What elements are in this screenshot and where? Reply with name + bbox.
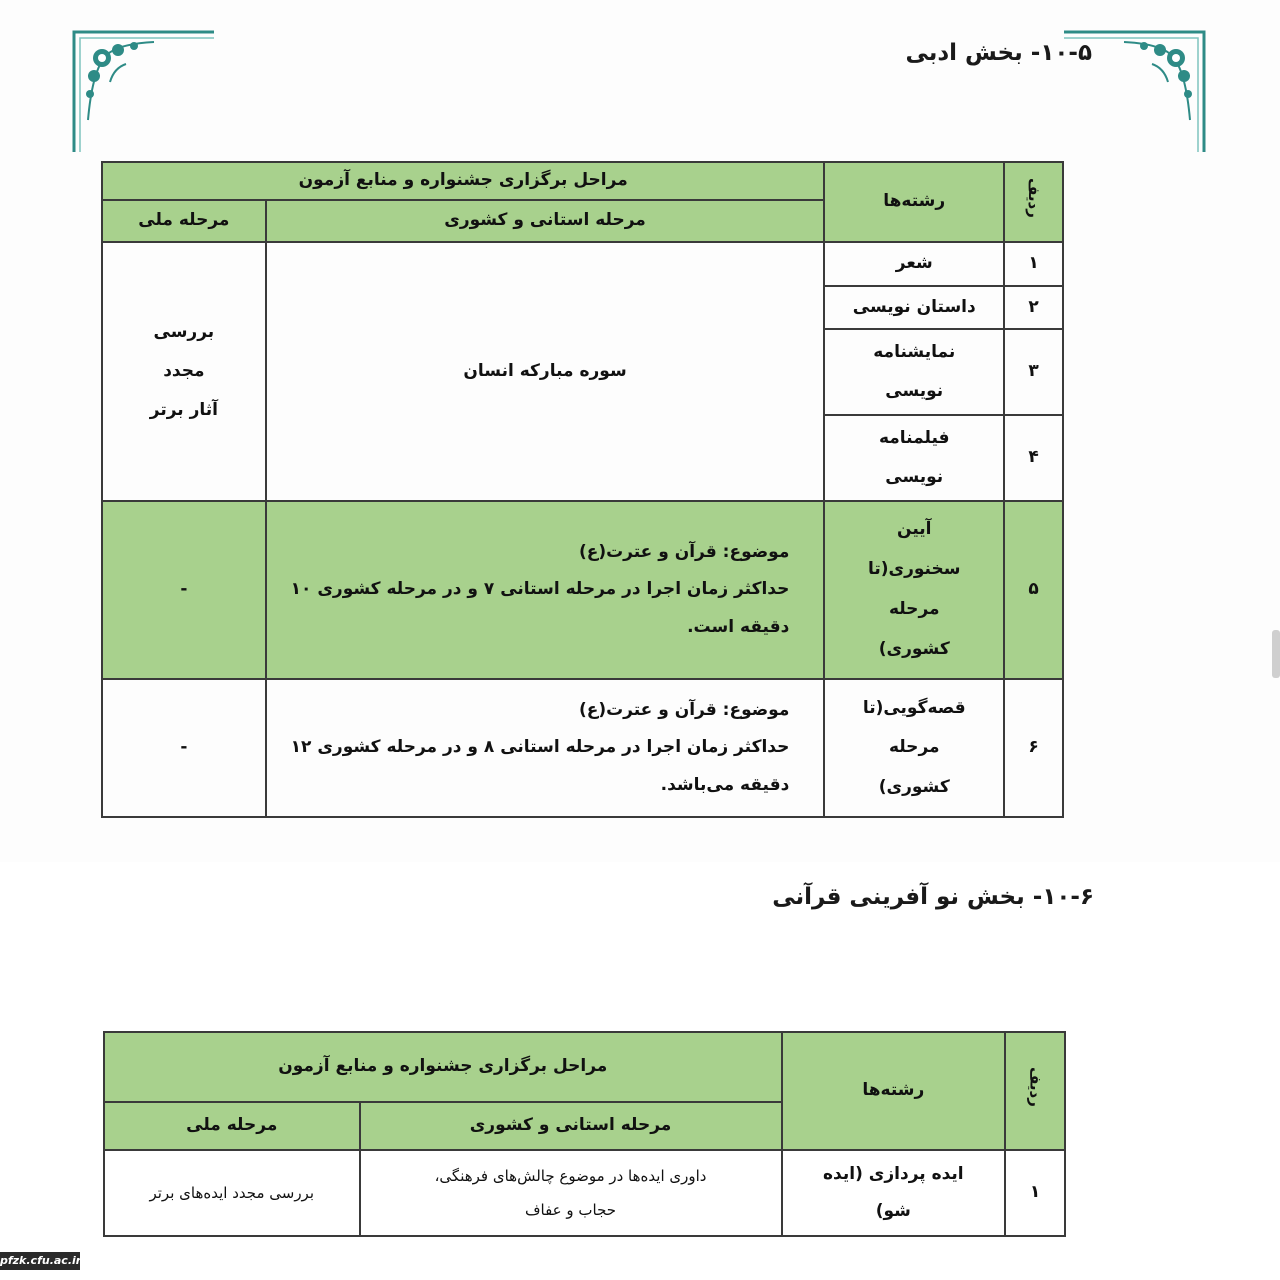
scrollbar-thumb[interactable] <box>1272 630 1280 678</box>
header-row-number: ردیف <box>1005 1032 1065 1150</box>
literary-table <box>101 161 1064 818</box>
national-shared: بررسی مجدد آثار برتر <box>102 242 266 501</box>
row-number: ۳ <box>1004 329 1063 415</box>
field-name: شعر <box>824 242 1004 286</box>
provincial-description: داوری ایده‌ها در موضوع چالش‌های فرهنگی، حجاب و عفاف <box>360 1150 782 1236</box>
field-name: داستان نویسی <box>824 286 1004 329</box>
section-heading-quranic-innovation: ۱۰-۶- بخش نو آفرینی قرآنی <box>772 884 1094 910</box>
row-number: ۱ <box>1004 242 1063 286</box>
section-heading-literary: ۱۰-۵- بخش ادبی <box>905 40 1092 66</box>
field-name: نمایشنامه نویسی <box>824 329 1004 415</box>
header-stages-group: مراحل برگزاری جشنواره و منابع آزمون <box>104 1032 782 1102</box>
provincial-description: موضوع: قرآن و عترت(ع) حداکثر زمان اجرا در مرحله استانی ۸ و در مرحله کشوری ۱۲ دقیقه می‌باشد. <box>266 679 825 817</box>
header-fields: رشته‌ها <box>824 162 1004 242</box>
provincial-description: موضوع: قرآن و عترت(ع) حداکثر زمان اجرا در مرحله استانی ۷ و در مرحله کشوری ۱۰ دقیقه است. <box>266 501 825 679</box>
row-number: ۶ <box>1004 679 1063 817</box>
provincial-shared-source: سوره مبارکه انسان <box>266 242 825 501</box>
field-name: آیین سخنوری(تا مرحله کشوری) <box>824 501 1004 679</box>
header-fields: رشته‌ها <box>782 1032 1006 1150</box>
header-row-number: ردیف <box>1004 162 1063 242</box>
national-value: - <box>102 501 266 679</box>
national-value: بررسی مجدد ایده‌های برتر <box>104 1150 360 1236</box>
row-number: ۵ <box>1004 501 1063 679</box>
watermark: pfzk.cfu.ac.ir <box>0 1252 80 1270</box>
quranic-innovation-table <box>103 1031 1066 1237</box>
field-name: فیلمنامه نویسی <box>824 415 1004 501</box>
row-number: ۲ <box>1004 286 1063 329</box>
national-value: - <box>102 679 266 817</box>
header-provincial: مرحله استانی و کشوری <box>266 200 825 242</box>
field-name: ایده پردازی (ایده شو) <box>782 1150 1006 1236</box>
row-number: ۱ <box>1005 1150 1065 1236</box>
header-national: مرحله ملی <box>104 1102 360 1150</box>
ornament-corner-left <box>64 24 214 154</box>
field-name: قصه‌گویی(تا مرحله کشوری) <box>824 679 1004 817</box>
header-provincial: مرحله استانی و کشوری <box>360 1102 782 1150</box>
header-stages-group: مراحل برگزاری جشنواره و منابع آزمون <box>102 162 824 200</box>
row-number: ۴ <box>1004 415 1063 501</box>
header-national: مرحله ملی <box>102 200 266 242</box>
